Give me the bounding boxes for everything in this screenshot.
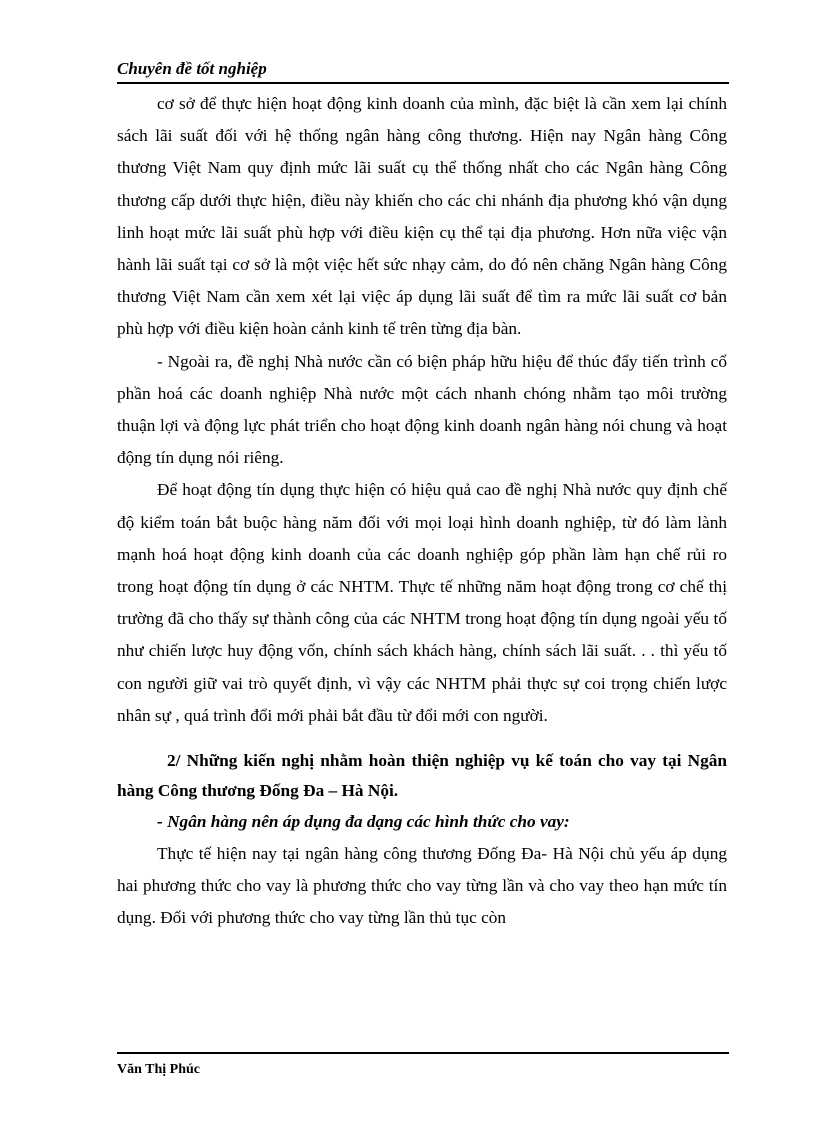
paragraph-interest-policy: cơ sở để thực hiện hoạt động kinh doanh của mình, đặc biệt là cần xem lại chính sách lãi suất đối với hệ thống ngân hàng công thương. Hiện nay Ngân hàng Công thương Việt Nam quy định mức lãi suất cụ thể thống nhất cho các Ngân hàng Công thương cấp dưới thực hiện, điều này khiến cho các chi nhánh địa phương khó vận dụng linh hoạt mức lãi suất phù hợp với điều kiện cụ thể tại địa phương. Hơn nữa việc vận hành lãi suất tại cơ sở là một việc hết sức nhạy cảm, do đó nên chăng Ngân hàng Công thương Việt Nam cần xem xét lại việc áp dụng lãi suất để tìm ra mức lãi suất cơ bản phù hợp với điều kiện hoàn cảnh kinh tế trên từng địa bàn. <box>117 94 727 339</box>
page-header <box>117 58 729 80</box>
header-title: Chuyên đề tốt nghiệp <box>117 59 267 78</box>
paragraph-equitization: - Ngoài ra, đề nghị Nhà nước cần có biện pháp hữu hiệu để thúc đẩy tiến trình cổ phần hoá các doanh nghiệp Nhà nước một cách nhanh chóng nhằm tạo môi trường thuận lợi và động lực phát triển cho hoạt động kinh doanh ngân hàng nói chung và hoạt động tín dụng nói riêng. <box>117 351 727 468</box>
document-body <box>117 88 727 935</box>
paragraph-lending-methods: Thực tế hiện nay tại ngân hàng công thương Đống Đa- Hà Nội chủ yếu áp dụng hai phương thức cho vay là phương thức cho vay từng lần và cho vay theo hạn mức tín dụng. Đối với phương thức cho vay từng lần thủ tục còn <box>117 844 727 928</box>
paragraph-audit: Để hoạt động tín dụng thực hiện có hiệu quả cao đề nghị Nhà nước quy định chế độ kiểm toán bắt buộc hàng năm đối với mọi loại hình doanh nghiệp, từ đó làm lành mạnh hoá hoạt động kinh doanh của các doanh nghiệp góp phần làm hạn chế rủi ro trong hoạt động tín dụng ở các NHTM. Thực tế những năm hoạt động trong cơ chế thị trường đã cho thấy sự thành công của các NHTM trong hoạt động tín dụng ngoài yếu tố như chiến lược huy động vốn, chính sách khách hàng, chính sách lãi suất. . . thì yếu tố con người giữ vai trò quyết định, vì vậy các NHTM phải thực sự coi trọng chiến lược nhân sự , quá trình đổi mới phải bắt đầu từ đổi mới con người. <box>117 480 727 725</box>
footer-rule <box>117 1052 729 1054</box>
subsection-heading: - Ngân hàng nên áp dụng đa dạng các hình thức cho vay: <box>157 812 570 832</box>
section-heading: 2/ Những kiến nghị nhằm hoàn thiện nghiệp vụ kế toán cho vay tại Ngân hàng Công thương Đống Đa – Hà Nội. <box>117 751 727 801</box>
footer-author: Văn Thị Phúc <box>117 1062 200 1077</box>
header-rule <box>117 82 729 84</box>
